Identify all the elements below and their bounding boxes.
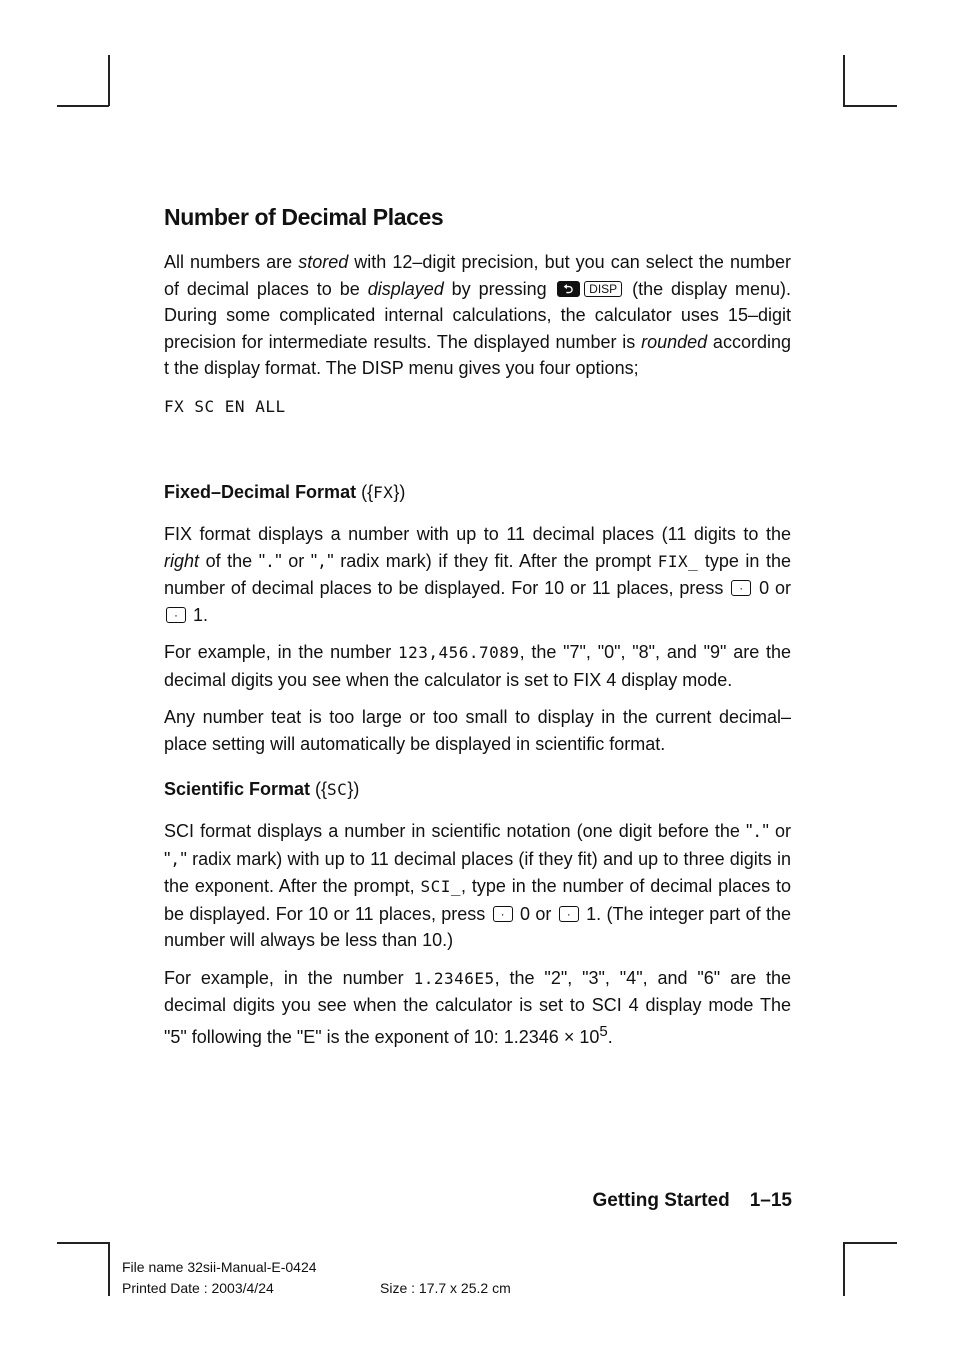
- decimal-point-key-icon: ·: [559, 906, 579, 922]
- fixed-paragraph-1: FIX format displays a number with up to 11 decimal places (11 digits to the right of the "." or "," radix mark) if they fit. After the prompt FIX_ type in the number of decimal places to be displayed. For 10 or 11 places, press · 0 or · 1.: [164, 524, 791, 625]
- left-shift-key-icon: ⮌: [557, 281, 581, 297]
- disp-key: DISP: [584, 281, 622, 297]
- decimal-point-key-icon: ·: [731, 580, 751, 596]
- page-number: 1–15: [749, 1190, 792, 1211]
- file-name: File name 32sii-Manual-E-0424: [122, 1259, 317, 1275]
- example-number: 1.2346E5: [413, 968, 495, 988]
- page-title: Number of Decimal Places: [164, 204, 444, 230]
- disp-menu-options: FX SC EN ALL: [164, 396, 286, 416]
- example-number: 123,456.7089: [397, 643, 520, 662]
- sci-prompt: SCI_: [420, 877, 461, 896]
- crop-mark: [57, 1242, 109, 1244]
- crop-mark: [108, 55, 110, 106]
- crop-mark: [843, 1242, 845, 1296]
- page-content: [164, 204, 791, 1050]
- intro-paragraph: All numbers are stored with 12–digit precision, but you can select the number of decimal places to be displayed by pressing ⮌ DISP (the display menu). During some complicated internal calculations, the calculator uses 15–digit precision for intermediate results. The displayed number is rounded according t the display format. The DISP menu gives you four options;: [164, 252, 791, 378]
- page-footer: [592, 1190, 792, 1212]
- crop-mark: [843, 105, 897, 107]
- fix-prompt: FIX_: [657, 551, 699, 571]
- scientific-paragraph-2: For example, in the number 1.2346E5, the "2", "3", "4", and "6" are the decimal digits you see when the calculator is set to SCI 4 display mode The "5" following the "E" is the exponent of 10: $1.2346 \times 10^5$.: [164, 967, 792, 1047]
- printed-date: Printed Date : 2003/4/24: [122, 1280, 274, 1296]
- fixed-paragraph-3: Any number teat is too large or too small to display in the current decimal–place setting will automatically be displayed in scientific format.: [164, 707, 791, 754]
- scientific-paragraph-1: SCI format displays a number in scientific notation (one digit before the "." or "," radix mark) with up to 11 decimal places (if they fit) and up to three digits in the exponent. After the prompt, SCI_, type in the number of decimal places to be displayed. For 10 or 11 places, press · 0 or · 1. (The integer part of the number will always be less than 10.): [164, 821, 791, 950]
- crop-mark: [843, 55, 845, 106]
- page-size: Size : 17.7 x 25.2 cm: [380, 1280, 511, 1296]
- fixed-paragraph-2: For example, in the number 123,456.7089, the "7", "0", "8", and "9" are the decimal digits you see when the calculator is set to FIX 4 display mode.: [164, 642, 792, 690]
- crop-mark: [108, 1242, 110, 1296]
- scientific-format-heading: Scientific Format ({SC}): [164, 779, 360, 799]
- fixed-format-heading: Fixed–Decimal Format ({FX}): [164, 482, 406, 502]
- file-info: [122, 1257, 317, 1299]
- footer-section: Getting Started: [592, 1190, 730, 1211]
- decimal-point-key-icon: ·: [166, 607, 186, 623]
- decimal-point-key-icon: ·: [493, 906, 513, 922]
- crop-mark: [843, 1242, 897, 1244]
- crop-mark: [57, 105, 109, 107]
